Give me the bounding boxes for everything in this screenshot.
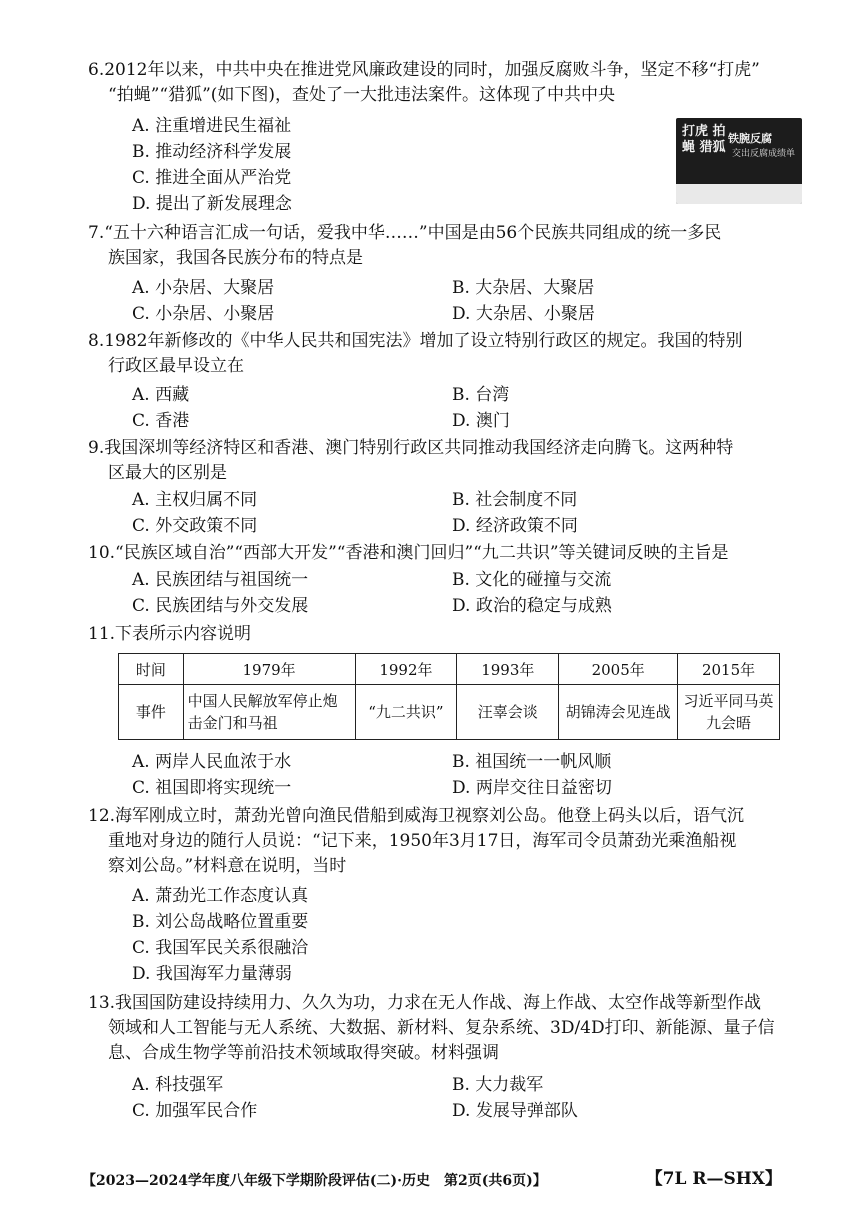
- q12-stem-line2: 重地对身边的随行人员说：“记下来，1950年3月17日，海军司令员萧劲光乘渔船视: [108, 831, 737, 851]
- q8-option-b[interactable]: B. 台湾: [452, 385, 510, 405]
- q13-stem-line3: 息、合成生物学等前沿技术领域取得突破。材料强调: [108, 1043, 499, 1063]
- q7-stem-line2: 族国家，我国各民族分布的特点是: [108, 248, 363, 268]
- q12-option-b[interactable]: B. 刘公岛战略位置重要: [132, 912, 309, 932]
- q12-option-d[interactable]: D. 我国海军力量薄弱: [132, 964, 292, 984]
- question-7: [88, 221, 778, 271]
- table-row: [119, 685, 780, 740]
- q11-option-a[interactable]: A. 两岸人民血浓于水: [132, 752, 292, 772]
- table-row-label: 事件: [119, 685, 184, 740]
- q10-option-d[interactable]: D. 政治的稳定与成熟: [452, 596, 612, 616]
- q13-stem-line2: 领域和人工智能与无人系统、大数据、新材料、复杂系统、3D/4D打印、新能源、量子信: [108, 1018, 775, 1038]
- footer-exam-info: 【2023—2024学年度八年级下学期阶段评估(二)·历史 第2页(共6页)】: [82, 1173, 547, 1189]
- page-footer: [82, 1169, 782, 1193]
- poster-bottom-band: [676, 184, 802, 204]
- table-year-cell: 1993年: [457, 654, 559, 685]
- q10-option-a[interactable]: A. 民族团结与祖国统一: [132, 570, 309, 590]
- q11-table: [118, 653, 780, 740]
- q9-stem-line1: 9.我国深圳等经济特区和香港、澳门特别行政区共同推动我国经济走向腾飞。这两种特: [88, 438, 734, 458]
- q10-option-c[interactable]: C. 民族团结与外交发展: [132, 596, 309, 616]
- table-year-cell: 1992年: [355, 654, 457, 685]
- table-year-cell: 2005年: [559, 654, 678, 685]
- q13-option-a[interactable]: A. 科技强军: [132, 1075, 224, 1095]
- q13-option-b[interactable]: B. 大力裁军: [452, 1075, 544, 1095]
- q6-option-c[interactable]: C. 推进全面从严治党: [132, 168, 292, 188]
- question-13: [88, 991, 788, 1066]
- question-10: [88, 541, 788, 566]
- footer-code: 【7L R—SHX】: [645, 1169, 782, 1189]
- q12-stem-line1: 12.海军刚成立时，萧劲光曾向渔民借船到威海卫视察刘公岛。他登上码头以后，语气沉: [88, 806, 745, 826]
- table-event-cell: “九二共识”: [355, 685, 457, 740]
- question-12: [88, 804, 788, 879]
- q13-option-c[interactable]: C. 加强军民合作: [132, 1101, 258, 1121]
- question-6: [88, 58, 778, 108]
- q13-option-d[interactable]: D. 发展导弹部队: [452, 1101, 578, 1121]
- q8-option-a[interactable]: A. 西藏: [132, 385, 190, 405]
- q8-option-d[interactable]: D. 澳门: [452, 411, 510, 431]
- q9-option-b[interactable]: B. 社会制度不同: [452, 490, 578, 510]
- q12-stem-line3: 察刘公岛。”材料意在说明，当时: [108, 856, 347, 876]
- q11-option-d[interactable]: D. 两岸交往日益密切: [452, 778, 612, 798]
- q7-stem-line1: 7.“五十六种语言汇成一句话，爱我中华……”中国是由56个民族共同组成的统一多民: [88, 223, 722, 243]
- poster-subtitle: 交出反腐成绩单: [732, 149, 796, 159]
- q12-option-a[interactable]: A. 萧劲光工作态度认真: [132, 886, 309, 906]
- q7-option-a[interactable]: A. 小杂居、大聚居: [132, 278, 275, 298]
- table-event-cell: 习近平同马英九会晤: [678, 685, 780, 740]
- q7-option-c[interactable]: C. 小杂居、小聚居: [132, 304, 275, 324]
- q6-stem-line1: 6.2012年以来，中共中央在推进党风廉政建设的同时，加强反腐败斗争，坚定不移“打虎”: [88, 60, 760, 80]
- q8-option-c[interactable]: C. 香港: [132, 411, 190, 431]
- anti-corruption-poster-image: [676, 118, 802, 204]
- table-event-cell: 胡锦涛会见连战: [559, 685, 678, 740]
- q9-option-c[interactable]: C. 外交政策不同: [132, 516, 258, 536]
- poster-big-text: 打虎 拍蝇 猎狐: [682, 124, 726, 155]
- q11-stem-line1: 11.下表所示内容说明: [88, 624, 252, 644]
- table-event-cell: 中国人民解放军停止炮击金门和马祖: [183, 685, 355, 740]
- q10-option-b[interactable]: B. 文化的碰撞与交流: [452, 570, 612, 590]
- q8-stem-line1: 8.1982年新修改的《中华人民共和国宪法》增加了设立特别行政区的规定。我国的特别: [88, 331, 743, 351]
- q10-stem-line1: 10.“民族区域自治”“西部大开发”“香港和澳门回归”“九二共识”等关键词反映的主旨是: [88, 543, 729, 563]
- q9-option-d[interactable]: D. 经济政策不同: [452, 516, 578, 536]
- table-year-cell: 2015年: [678, 654, 780, 685]
- q7-option-d[interactable]: D. 大杂居、小聚居: [452, 304, 595, 324]
- table-header-label: 时间: [119, 654, 184, 685]
- q6-stem-line2: “拍蝇”“猎狐”(如下图)，查处了一大批违法案件。这体现了中共中央: [108, 85, 616, 105]
- table-year-cell: 1979年: [183, 654, 355, 685]
- q6-option-d[interactable]: D. 提出了新发展理念: [132, 194, 292, 214]
- q11-option-b[interactable]: B. 祖国统一一帆风顺: [452, 752, 612, 772]
- q6-option-b[interactable]: B. 推动经济科学发展: [132, 142, 292, 162]
- question-8: [88, 329, 778, 379]
- table-row: [119, 654, 780, 685]
- q8-stem-line2: 行政区最早设立在: [108, 356, 244, 376]
- q11-option-c[interactable]: C. 祖国即将实现统一: [132, 778, 292, 798]
- table-event-cell: 汪辜会谈: [457, 685, 559, 740]
- poster-title: 铁腕反腐: [728, 132, 772, 145]
- q12-option-c[interactable]: C. 我国军民关系很融洽: [132, 938, 309, 958]
- q7-option-b[interactable]: B. 大杂居、大聚居: [452, 278, 595, 298]
- q13-stem-line1: 13.我国国防建设持续用力、久久为功，力求在无人作战、海上作战、太空作战等新型作战: [88, 993, 762, 1013]
- q9-stem-line2: 区最大的区别是: [108, 463, 227, 483]
- q6-option-a[interactable]: A. 注重增进民生福祉: [132, 116, 292, 136]
- q9-option-a[interactable]: A. 主权归属不同: [132, 490, 258, 510]
- question-9: [88, 436, 778, 486]
- question-11: [88, 622, 778, 647]
